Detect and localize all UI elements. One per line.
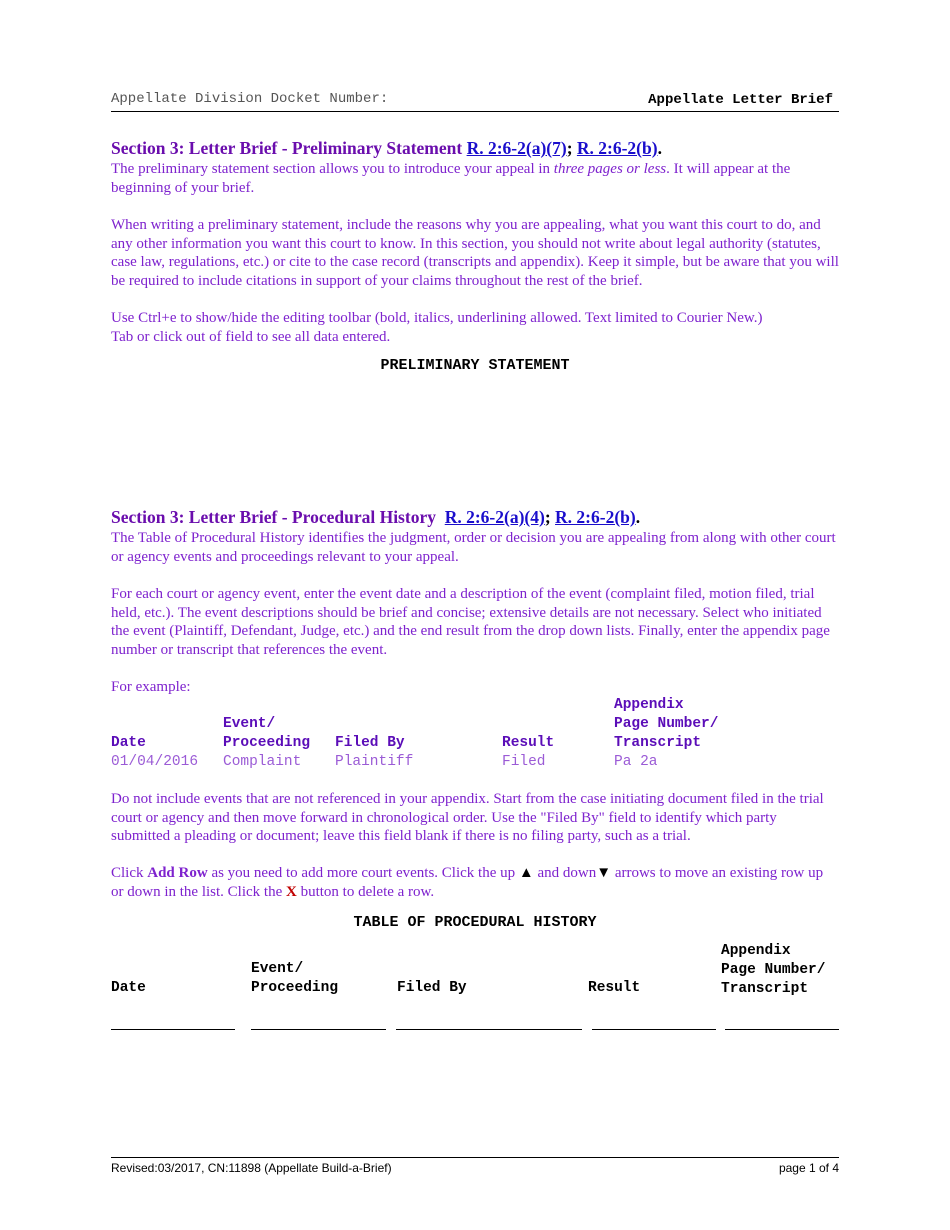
table-header-date: Date (111, 980, 146, 996)
example-intro: For example: (111, 679, 191, 695)
prelim-para-1 (111, 160, 839, 197)
prelim-statement-field[interactable] (111, 384, 839, 494)
prelim-para-3-line-2: Tab or click out of field to see all data entered. (111, 328, 391, 345)
example-header-app-l3: Transcript (614, 735, 702, 751)
example-header-event-l1: Event/ (223, 716, 276, 732)
table-header-app-l3: Transcript (721, 981, 809, 997)
history-para-4 (111, 864, 839, 901)
history-title-end: . (635, 507, 641, 527)
para-4-c: and down (533, 865, 597, 881)
history-section-title (111, 507, 640, 528)
para-4-d: arrows to move an existing row up or down in the list. Click the (111, 865, 824, 900)
example-row-appendix: Pa 2a (614, 754, 658, 770)
example-header-event-l2: Proceeding (223, 735, 311, 751)
example-header-date: Date (111, 735, 146, 751)
table-header-app-l1: Appendix (721, 943, 791, 959)
docket-number-label: Appellate Division Docket Number: (111, 91, 389, 107)
prelim-para-1-italic: three pages or less (553, 161, 667, 177)
up-arrow-icon: ▲ (518, 865, 534, 881)
history-title-text: Section 3: Letter Brief - Procedural History (111, 507, 436, 527)
down-arrow-icon: ▼ (596, 865, 612, 881)
example-row-date: 01/04/2016 (111, 754, 199, 770)
example-header-event (223, 715, 310, 753)
prelim-para-3 (111, 309, 839, 346)
table-header-filed-by: Filed By (397, 980, 467, 996)
example-row-filed-by: Plaintiff (335, 754, 414, 770)
table-header-result: Result (588, 980, 641, 996)
prelim-heading: PRELIMINARY STATEMENT (380, 357, 570, 374)
example-header-result: Result (502, 735, 555, 751)
add-row-label: Add Row (147, 865, 208, 881)
prelim-para-1-a: The preliminary statement section allows you to introduce your appeal in (111, 161, 554, 177)
prelim-para-1-b: . It will appear at the beginning of your brief. (111, 161, 791, 196)
page-header (111, 89, 839, 112)
example-header-filed-by: Filed By (335, 735, 405, 751)
prelim-para-2: When writing a preliminary statement, include the reasons why you are appealing, what you want this court to do, and any other information you want this court to know. In this section, you should not write about legal authority (statutes, case law, regulations, etc.) or cite to the case record (transcripts and appendix). Keep it simple, but be aware that you will be required to include citations in support of your claims throughout the rest of the brief. (111, 217, 839, 290)
prelim-title-text: Section 3: Letter Brief - Preliminary Statement (111, 138, 463, 158)
form-title: Appellate Letter Brief (648, 92, 833, 108)
para-4-b: as you need to add more court events. Click the up (207, 865, 519, 881)
table-title: TABLE OF PROCEDURAL HISTORY (353, 914, 597, 931)
table-header-event-l2: Proceeding (251, 980, 339, 996)
history-rule-link-2[interactable]: R. 2:6-2(b) (555, 507, 636, 527)
para-4-a: Click (111, 865, 148, 881)
history-para-2: For each court or agency event, enter the event date and a description of the event (complaint filed, motion filed, trial held, etc.). The event descriptions should be brief and concise; extensive details are not necessary. Select who initiated the event (Plaintiff, Defendant, Judge, etc.) and the end result from the drop down lists. Finally, enter the appendix page number or transcript that references the event. (111, 586, 830, 659)
prelim-para-3-line-1: Use Ctrl+e to show/hide the editing toolbar (bold, italics, underlining allowed. Text limited to Courier New.) (111, 310, 763, 326)
table-header-event (251, 960, 338, 998)
history-para-1: The Table of Procedural History identifies the judgment, order or decision you are appealing from along with other court or agency events and proceedings relevant to your appeal. (111, 530, 836, 565)
example-row-result: Filed (502, 754, 546, 770)
history-rule-link-1[interactable]: R. 2:6-2(a)(4) (444, 507, 545, 527)
history-rule-sep: ; (544, 507, 551, 527)
footer-revision: Revised:03/2017, CN:11898 (Appellate Build-a-Brief) (111, 1161, 392, 1175)
prelim-rule-link-2[interactable]: R. 2:6-2(b) (576, 138, 658, 158)
table-header-appendix (721, 942, 825, 999)
footer-page-number: page 1 of 4 (778, 1161, 839, 1175)
table-header-app-l2: Page Number/ (721, 962, 826, 978)
example-header-app-l1: Appendix (614, 697, 684, 713)
prelim-title-end: . (657, 138, 662, 158)
history-para-3: Do not include events that are not referenced in your appendix. Start from the case initiating document filed in the trial court or agency and then move forward in chronological order. Use the "Filed By" field to identify which party submitted a pleading or document; leave this field blank if there is no filing party, such as a trial. (111, 791, 824, 845)
example-row-event: Complaint (223, 754, 302, 770)
prelim-rule-sep: ; (566, 138, 573, 158)
appendix-input[interactable] (725, 1029, 839, 1030)
table-header-event-l1: Event/ (251, 961, 304, 977)
result-select[interactable] (592, 1029, 716, 1030)
delete-x-icon: X (285, 883, 297, 900)
date-input[interactable] (111, 1029, 235, 1030)
example-header-appendix (614, 696, 718, 753)
filed-by-select[interactable] (396, 1029, 582, 1030)
event-input[interactable] (251, 1029, 386, 1030)
para-4-e: button to delete a row. (296, 883, 435, 900)
prelim-section-title (111, 138, 662, 159)
page-footer (111, 1157, 839, 1175)
example-header-app-l2: Page Number/ (614, 716, 719, 732)
prelim-rule-link-1[interactable]: R. 2:6-2(a)(7) (466, 138, 567, 158)
